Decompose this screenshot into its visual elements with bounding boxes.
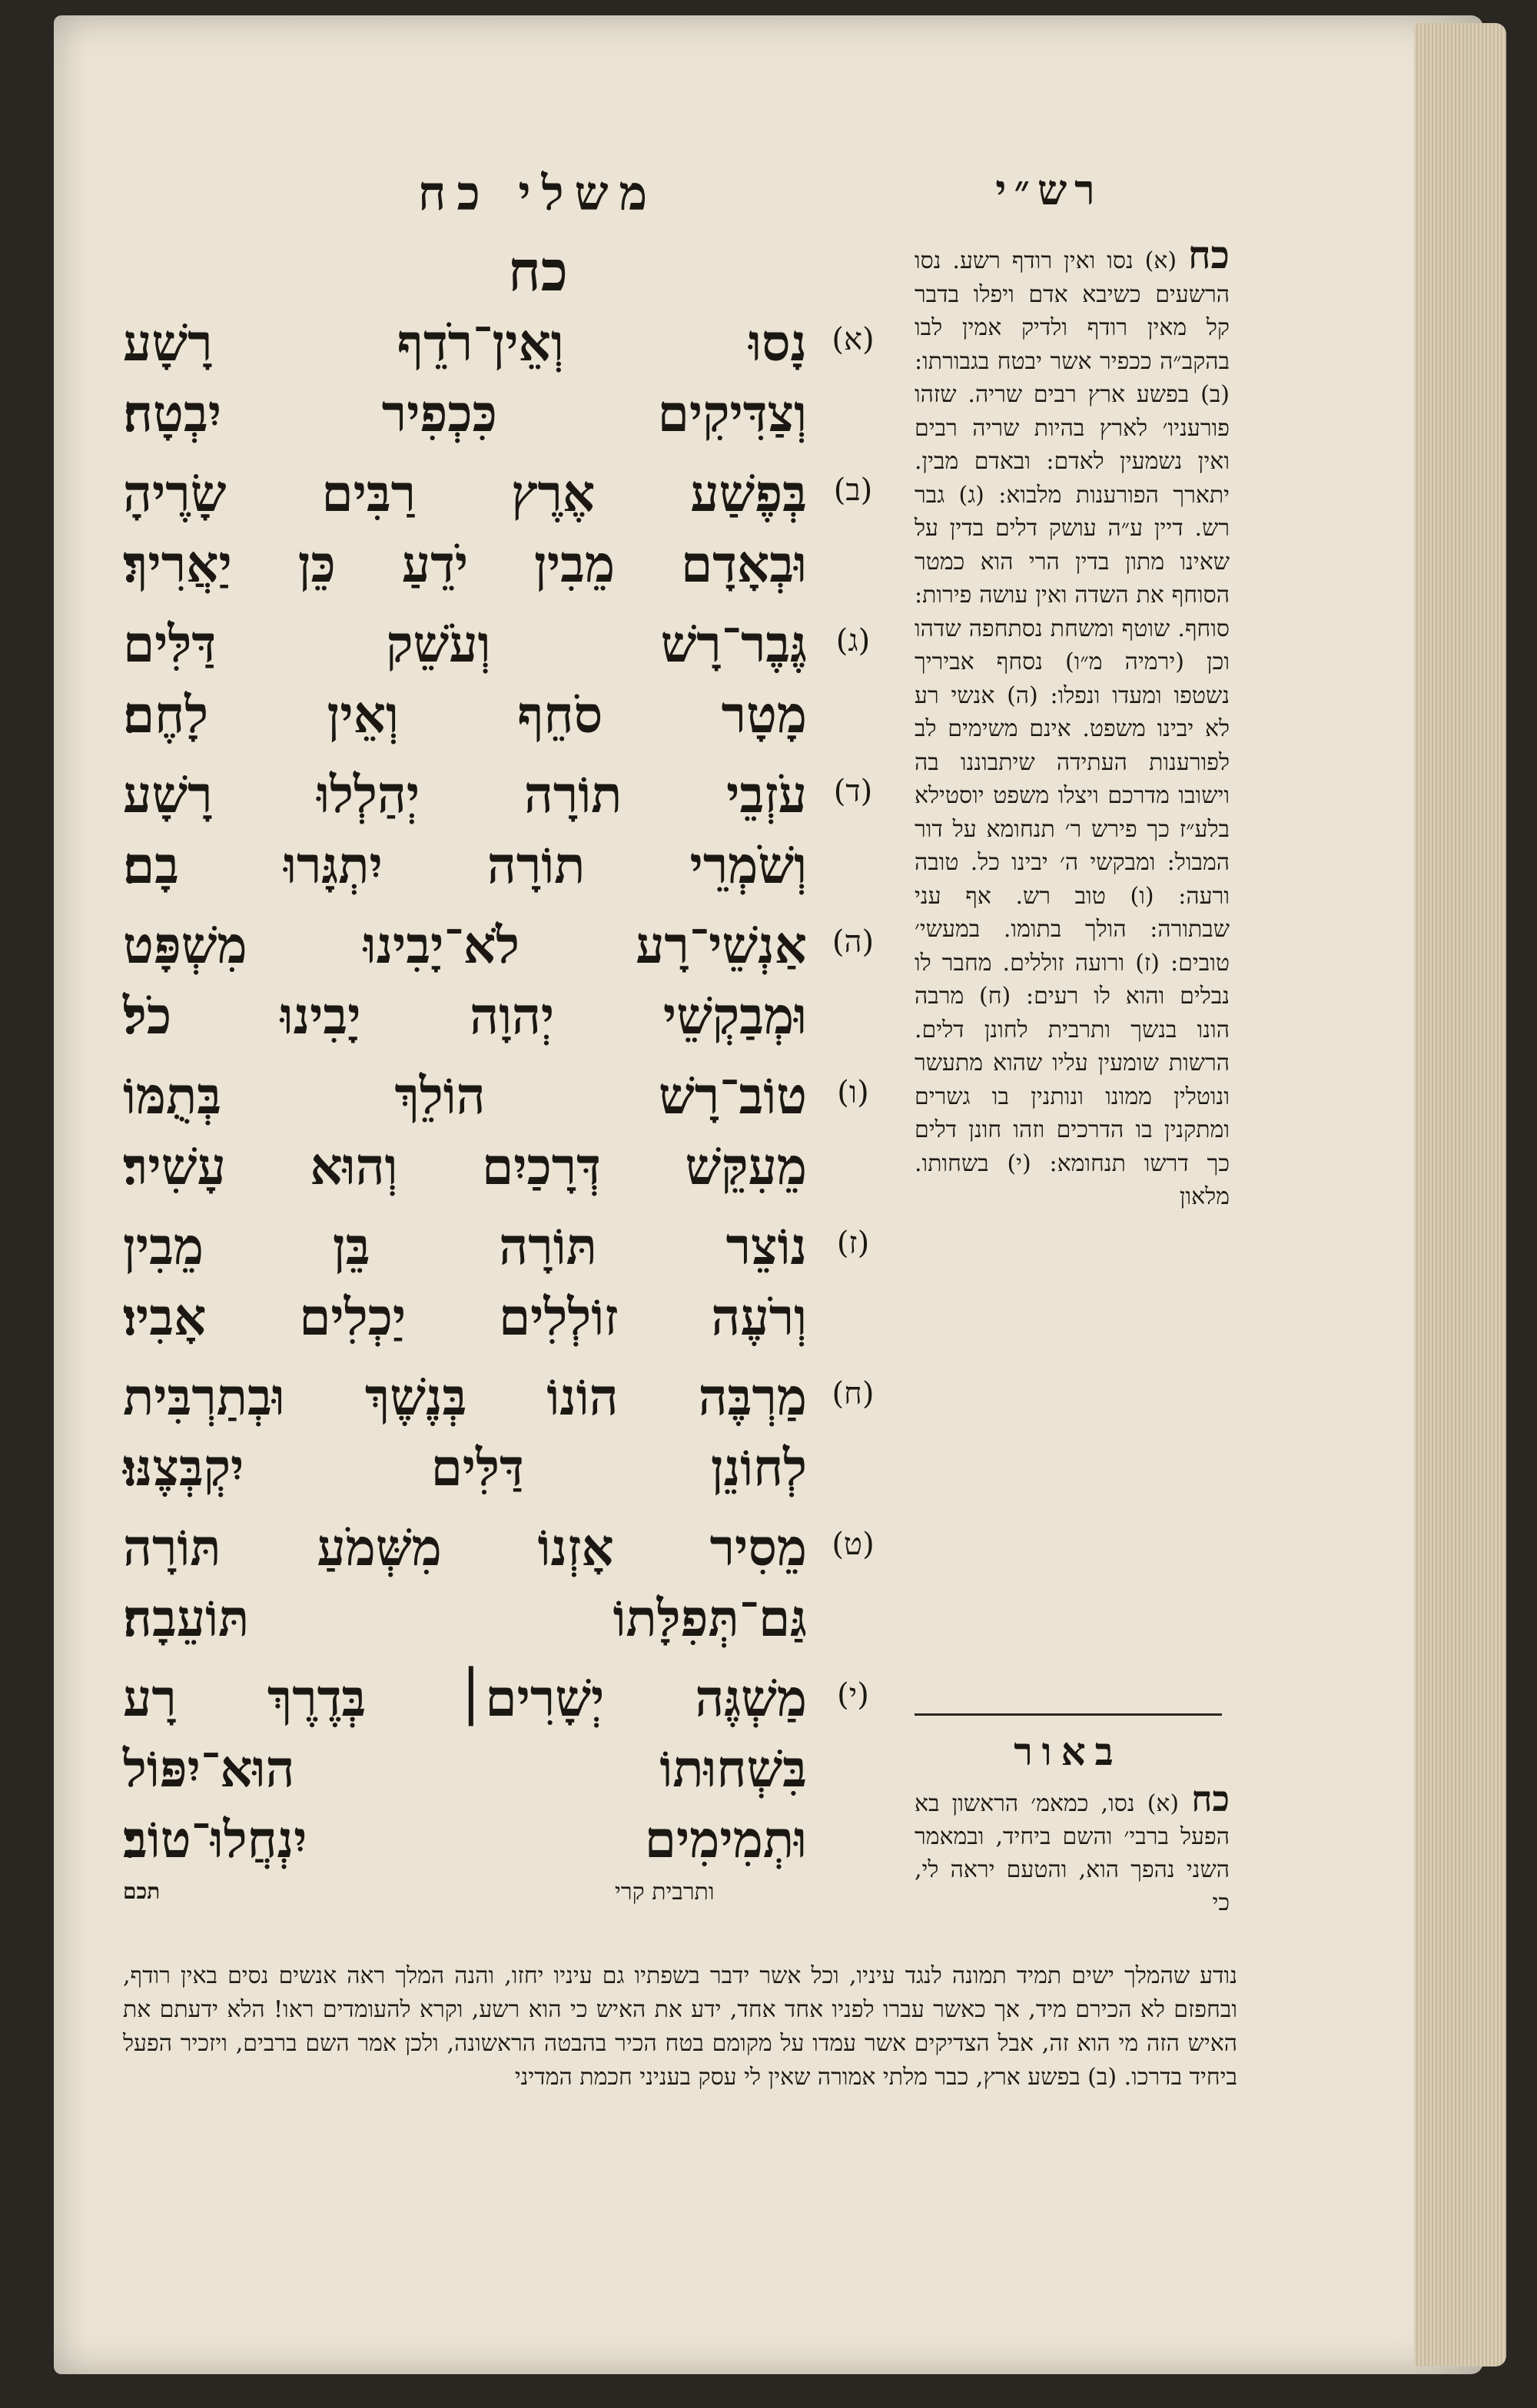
verse-line: מַרְבֶּה הוֹנוֹ בְּנֶשֶׁךְ וּבְתַרְבִּית: [123, 1367, 807, 1427]
rashi-commentary: [915, 232, 1230, 1214]
verse-number: (א): [832, 322, 875, 357]
verse-line: בִּשְׁחוּתוֹ הוּא־יִפּוֹל: [123, 1739, 807, 1799]
verse-line: טוֹב־רָשׁ הוֹלֵךְ בְּתֻמּוֹ: [123, 1066, 807, 1126]
verse-line: נָסוּ וְאֵין־רֹדֵף רָשָׁע: [123, 313, 807, 373]
bottom-commentary: נודע שהמלך ישים תמיד תמונה לנגד עיניו, וכל אשר ידבר בשפתיו גם עיניו יחזו, והנה המלך ראה אנשים נסים באין רודף, ובחפזם לא הכירם מיד, אך כאשר עברו לפניו אחד אחד, ידע את האיש כי הוא רשע, וקרא להעומדים ראו! הלא ידעתם את האיש הזה מי הוא זה, אבל הצדיקים אשר עמדו על מקומם בטח הכיר בהבטה הראשונה, ולכן אמר השם ברבים, ויזכיר הפעל ביחיד בדרכו. (ב) בפשע ארץ, כבר מלתי אמורה שאין לי עסק בעניני חכמת המדיני: [123, 1962, 1237, 2091]
verse-line: עֹזְבֵי תוֹרָה יְהַלְלוּ רָשָׁע: [123, 765, 807, 824]
verse-line: לְחוֹנֵן דַּלִּים יִקְבְּצֶנּוּ׃: [123, 1438, 807, 1498]
verse-number: (ט): [832, 1527, 875, 1562]
verse-line: מֵסִיר אָזְנוֹ מִשְּׁמֹעַ תּוֹרָה: [123, 1517, 807, 1577]
verse: [123, 1362, 891, 1503]
verse: [123, 759, 891, 901]
verse-line: וּתְמִימִים יִנְחֲלוּ־טוֹב׃: [123, 1809, 807, 1869]
biur-commentary: [915, 1778, 1230, 1919]
verse-number: (ו): [837, 1075, 869, 1110]
verse-line: וְרֹעֶה זוֹלְלִים יַכְלִים אָבִיו׃: [123, 1287, 807, 1347]
verse-line: וְצַדִּיקִים כִּכְפִיר יִבְטָח׃: [123, 383, 807, 443]
verse-line: אַנְשֵׁי־רָע לֹא־יָבִינוּ מִשְׁפָּט: [123, 915, 807, 975]
rashi-text: (א) נסו ואין רודף רשע. נסו הרשעים כשיבא אדם ויפלו בדבר קל מאין רודף ולדיק אמין לבו בהקב״ה ככפיר אשר יבטח בגבורתו: (ב) בפשע ארץ רבים שריה. שזהו פורעניו׳ לארץ בהיות שריה רבים ואין נשמעין לאדם: ובאדם מבין. יתארך הפורענות מלבוא: (ג) גבר רש. דיין ע״ה עושק דלים בדין על שאינו מתון בדין הרי הוא כמטר הסוחף את השדה ואין עושה פירות: סוחף. שוטף ומשחת נסתחפה שדהו וכן (ירמיה מ״ו) נסחף אביריך נשטפו ומעדו ונפלו: (ה) אנשי רע לא יבינו משפט. אינם משימים לב לפורענות העתידה שיתבוננו בה וישובו מדרכם ויצלו משפט יוסטילא בלע״ז כך פירש ר׳ תנחומא על דור המבול: ומבקשי ה׳ יבינו כל. טובה ורעה: (ו) טוב רש. אף עני שבתורה: הולך בתומו. במעשי׳ טובים: (ז) ורועה זוללים. מחבר לו נבלים והוא לו רעים: (ח) מרבה הונו בנשך ותרבית לחונן דלים. הרשות שומעין עליו שהוא מתעשר ונוטלין ממונו ונותנין בו גשרים ומתקנין בו הדרכים וזהו חונן דלים כך דרשו תנחומא: (י) בשחותו. מלאון: [915, 247, 1230, 1210]
verse-line: גַּם־תְּפִלָּתוֹ תּוֹעֵבָה׃: [123, 1588, 807, 1648]
page-edges: [1414, 23, 1506, 2367]
verses-column: [123, 307, 891, 1884]
verse-number: (ה): [832, 924, 875, 960]
verse-number: (ח): [832, 1376, 875, 1411]
rashi-title: רש״י: [995, 165, 1103, 214]
keri-note: ותרבית קרי: [615, 1879, 715, 1906]
verse: [123, 1060, 891, 1202]
verse: [123, 1211, 891, 1352]
verse-line: מָטָר סֹחֵף וְאֵין לָחֶם׃: [123, 685, 807, 745]
verse: [123, 910, 891, 1051]
biur-chapter-label: כח: [1191, 1778, 1230, 1819]
chapter-heading: כח: [508, 238, 568, 303]
catchword: תכם: [123, 1879, 161, 1904]
verse-number: (ב): [833, 473, 873, 508]
verse-line: וְשֹׁמְרֵי תוֹרָה יִתְגָּרוּ בָם׃: [123, 835, 807, 895]
verse-number: (ד): [833, 774, 873, 809]
verse: [123, 307, 891, 449]
verse-line: מַשְׁגֶּה יְשָׁרִים׀ בְּדֶרֶךְ רָע: [123, 1668, 807, 1728]
biur-divider: [915, 1713, 1222, 1716]
verse: [123, 458, 891, 599]
verse-number: (י): [837, 1677, 869, 1713]
verse: [123, 609, 891, 750]
verse-line: וּבְאָדָם מֵבִין יֹדֵעַ כֵּן יַאֲרִיךְ׃: [123, 534, 807, 594]
verse-line: בְּפֶשַׁע אֶרֶץ רַבִּים שָׂרֶיהָ: [123, 463, 807, 523]
verse-number: (ז): [836, 1226, 870, 1261]
biur-text: (א) נסו, כמאמ׳ הראשון בא הפעל ברבי׳ והשם ביחיד, ובמאמר השני נהפך הוא, והטעם יראה לי, כי: [915, 1790, 1230, 1916]
verse: [123, 1663, 891, 1875]
rashi-chapter-label: כח: [1187, 232, 1230, 277]
verse-line: וּמְבַקְשֵׁי יְהוָה יָבִינוּ כֹל׃: [123, 986, 807, 1046]
verse-line: גֶּבֶר־רָשׁ וְעֹשֵׁק דַּלִּים: [123, 614, 807, 674]
biur-title: באור: [1014, 1729, 1123, 1774]
verse-number: (ג): [835, 623, 871, 658]
verse-line: נוֹצֵר תּוֹרָה בֵּן מֵבִין: [123, 1216, 807, 1276]
verse-line: מֵעִקֵּשׁ דְּרָכַיִם וְהוּא עָשִׁיר׃: [123, 1136, 807, 1196]
running-title: משלי כח: [417, 165, 659, 221]
verse: [123, 1512, 891, 1653]
